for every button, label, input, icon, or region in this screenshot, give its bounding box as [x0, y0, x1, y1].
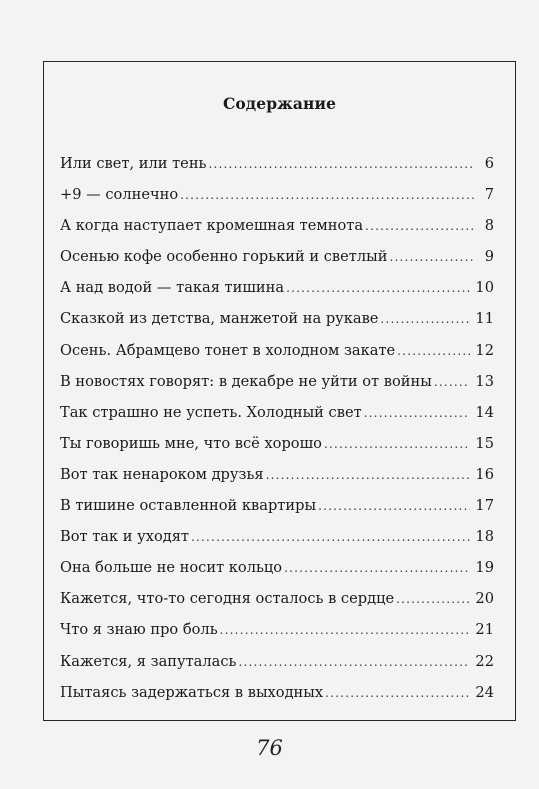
- toc-entry: [60, 248, 494, 279]
- dot-leader: [324, 437, 470, 451]
- dot-leader: [364, 406, 471, 420]
- toc-entry-title: А над водой — такая тишина: [60, 279, 285, 297]
- toc-entry-title: Что я знаю про боль: [60, 621, 218, 639]
- toc-entry: [60, 590, 494, 621]
- toc-entry: [60, 373, 494, 404]
- dot-leader: [191, 530, 470, 544]
- toc-entry-page: 7: [484, 186, 494, 204]
- toc-entry: [60, 310, 494, 341]
- toc-entry-page: 8: [484, 217, 494, 235]
- contents-frame: [43, 61, 516, 721]
- toc-entry-page: 20: [475, 590, 494, 608]
- dot-leader: [318, 499, 470, 513]
- dot-leader: [434, 375, 471, 389]
- toc-entry-title: Или свет, или тень: [60, 155, 207, 172]
- contents-title: Содержание: [222, 94, 337, 113]
- toc-entry-page: 15: [475, 434, 494, 452]
- toc-entry: [60, 435, 494, 466]
- toc-entry-page: 21: [475, 621, 494, 639]
- toc-entry-title: Так страшно не успеть. Холодный свет: [60, 403, 362, 421]
- toc-entry: [60, 684, 494, 715]
- toc-entry-title: Кажется, что-то сегодня осталось в сердце: [60, 590, 395, 608]
- toc-entry-page: 10: [475, 279, 494, 297]
- dot-leader: [284, 561, 470, 575]
- toc-entry-page: 11: [475, 310, 494, 328]
- toc-entry-page: 9: [484, 248, 494, 266]
- toc-entry: [60, 155, 494, 186]
- toc-entry-page: 19: [475, 559, 494, 577]
- toc-entry-title: Пытаясь задержаться в выходных: [60, 683, 324, 701]
- dot-leader: [325, 686, 470, 700]
- toc-entry-page: 17: [475, 497, 494, 515]
- page-number: 76: [256, 736, 283, 760]
- toc-entry-title: Ты говоришь мне, что всё хорошо: [60, 434, 322, 452]
- toc-entry-title: Осенью кофе особенно горький и светлый: [60, 248, 388, 266]
- dot-leader: [209, 157, 476, 171]
- toc-entry: [60, 559, 494, 590]
- toc-entry-page: 16: [475, 465, 494, 483]
- toc-entry-title: Сказкой из детства, манжетой на рукаве: [60, 310, 379, 328]
- toc-entry: [60, 497, 494, 528]
- dot-leader: [365, 219, 475, 233]
- dot-leader: [397, 344, 470, 358]
- toc-entry-page: 14: [475, 403, 494, 421]
- dot-leader: [238, 655, 470, 669]
- toc-entry-title: Вот так ненароком друзья: [60, 465, 264, 483]
- toc-entry: [60, 404, 494, 435]
- toc-entry-title: А когда наступает кромешная темнота: [60, 217, 364, 235]
- toc-entry: [60, 528, 494, 559]
- toc-entry-page: 13: [475, 372, 494, 390]
- toc-entry-page: 18: [475, 528, 494, 546]
- toc-entry-page: 6: [484, 155, 494, 172]
- toc-entry-title: Кажется, я запуталась: [60, 652, 237, 670]
- toc-entry-title: Она больше не носит кольцо: [60, 559, 283, 577]
- toc-entry: [60, 279, 494, 310]
- toc-entry: [60, 466, 494, 497]
- dot-leader: [220, 623, 471, 637]
- toc-entry-page: 22: [475, 652, 494, 670]
- dot-leader: [389, 250, 475, 264]
- toc-entry-page: 12: [475, 341, 494, 359]
- dot-leader: [180, 188, 475, 202]
- dot-leader: [266, 468, 471, 482]
- toc-entry: [60, 621, 494, 652]
- toc-entry-title: В новостях говорят: в декабре не уйти от войны: [60, 372, 432, 390]
- dot-leader: [396, 592, 470, 606]
- dot-leader: [380, 312, 470, 326]
- toc-entry-title: Осень. Абрамцево тонет в холодном закате: [60, 341, 396, 359]
- table-of-contents: [60, 155, 494, 715]
- toc-entry-title: Вот так и уходят: [60, 528, 189, 546]
- toc-entry: [60, 217, 494, 248]
- toc-entry: [60, 342, 494, 373]
- toc-entry: [60, 653, 494, 684]
- toc-entry-title: +9 — солнечно: [60, 186, 179, 204]
- dot-leader: [286, 281, 470, 295]
- toc-entry: [60, 186, 494, 217]
- toc-entry-page: 24: [475, 683, 494, 701]
- toc-entry-title: В тишине оставленной квартиры: [60, 497, 317, 515]
